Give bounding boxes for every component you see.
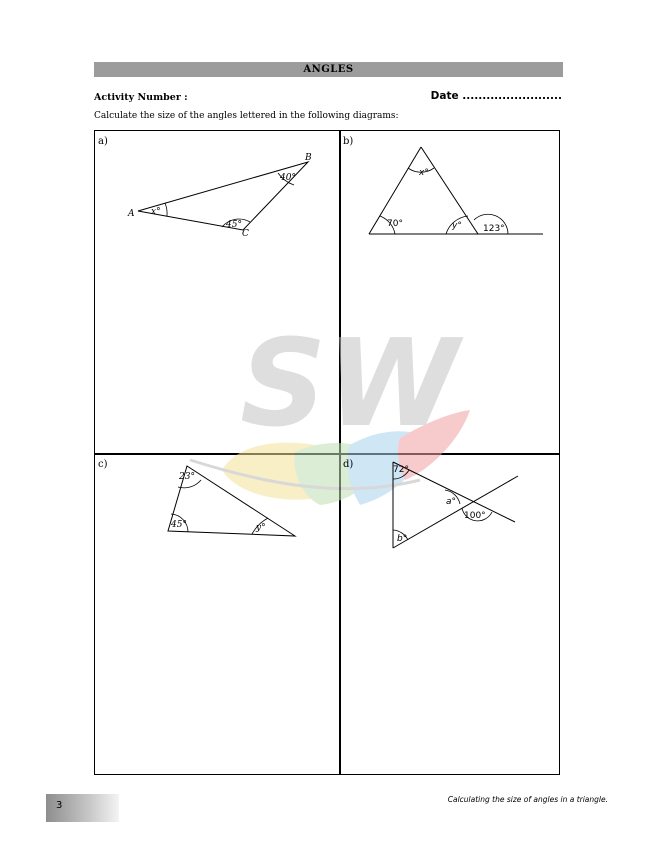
- question-a-label: a): [98, 136, 108, 147]
- angle-b-123: 123°: [483, 224, 505, 234]
- angle-b-70: 70°: [387, 219, 403, 229]
- triangle-b: [369, 147, 543, 234]
- angle-a-40: 40°: [280, 173, 296, 183]
- vertex-b-label: B: [305, 153, 312, 163]
- angle-d-72: 72°: [393, 465, 409, 475]
- question-b-label: b): [343, 136, 354, 147]
- triangle-a: [127, 153, 312, 239]
- question-d-label: d): [343, 459, 354, 470]
- angle-d-b: b°: [397, 534, 408, 544]
- watermark-logo: [190, 315, 470, 505]
- angle-d-a: a°: [446, 497, 457, 507]
- angle-c-y: y°: [256, 523, 266, 533]
- date-field: Date .........................: [430, 90, 562, 102]
- angle-c-45: 45°: [171, 520, 187, 530]
- watermark-text: SW: [240, 315, 459, 454]
- footer-caption: Calculating the size of angles in a triangle.: [447, 795, 608, 804]
- question-c-label: c): [98, 459, 108, 470]
- angle-d-100: 100°: [464, 511, 486, 521]
- angle-a-45: 45°: [226, 220, 242, 230]
- page-title: ANGLES: [94, 62, 563, 77]
- page-number: 3: [56, 800, 63, 811]
- vertex-a-label: A: [128, 209, 135, 219]
- instruction-text: Calculate the size of the angles lettered in the following diagrams:: [94, 111, 399, 121]
- vertex-c-label: C: [242, 229, 249, 239]
- angle-a-x: x°: [151, 207, 161, 217]
- angle-c-23: 23°: [179, 472, 195, 482]
- angle-b-x: x°: [419, 168, 429, 178]
- angle-b-y: y°: [452, 221, 462, 231]
- activity-number-label: Activity Number :: [94, 92, 188, 103]
